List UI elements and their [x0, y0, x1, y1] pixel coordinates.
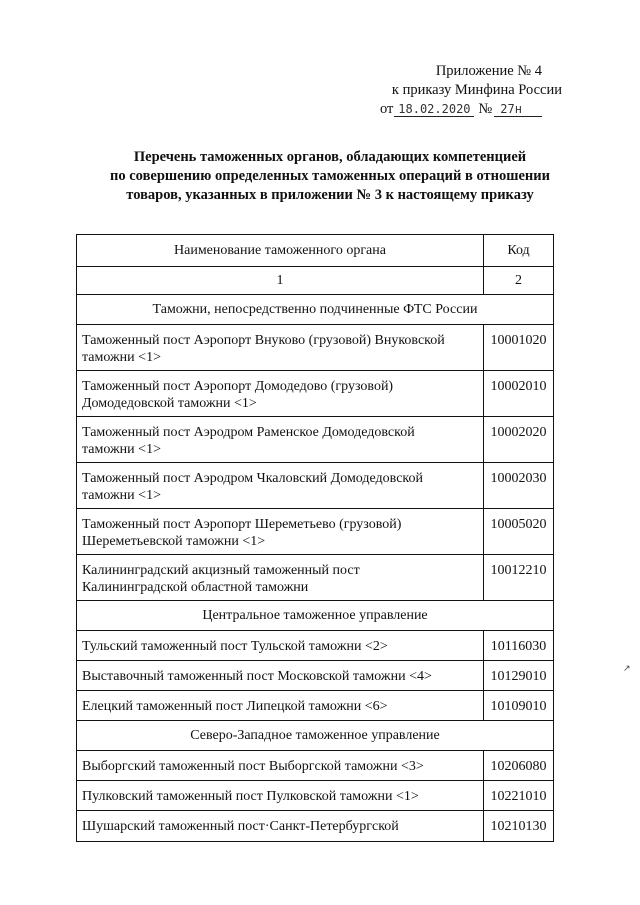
- title-line-2: по совершению определенных таможенных операций в отношении: [110, 168, 550, 184]
- customs-name-line: Таможенный пост Аэродром Чкаловский Домодедовской: [82, 471, 423, 486]
- title-line-1: Перечень таможенных органов, обладающих компетенцией: [133, 149, 527, 165]
- table-row: [77, 781, 554, 811]
- table-row: [77, 691, 554, 721]
- customs-name: [77, 509, 484, 555]
- customs-name: Выставочный таможенный пост Московской таможни <4>: [77, 661, 484, 691]
- table-row: [77, 325, 554, 371]
- customs-code: 10001020: [484, 325, 554, 371]
- header-name: Наименование таможенного органа: [77, 235, 484, 267]
- customs-code: 10002020: [484, 417, 554, 463]
- order-date: 18.02.2020: [394, 102, 474, 117]
- customs-name-line: Таможенный пост Аэропорт Шереметьево (грузовой): [82, 517, 402, 532]
- customs-name-line: Домодедовской таможни <1>: [82, 396, 257, 411]
- customs-name-line: таможни <1>: [82, 350, 161, 365]
- customs-name-line: Калининградский акцизный таможенный пост: [82, 563, 360, 578]
- table-row: [77, 371, 554, 417]
- customs-name-line: Калининградской областной таможни: [82, 580, 309, 595]
- customs-code: 10109010: [484, 691, 554, 721]
- customs-name: [77, 555, 484, 601]
- customs-name-line: таможни <1>: [82, 488, 161, 503]
- table-row: [77, 555, 554, 601]
- customs-table: [76, 234, 554, 842]
- customs-name: [77, 417, 484, 463]
- customs-code: 10129010: [484, 661, 554, 691]
- customs-code: 10210130: [484, 811, 554, 842]
- table-row: [77, 811, 554, 842]
- customs-name-line: таможни <1>: [82, 442, 161, 457]
- document-title: [60, 148, 600, 205]
- customs-name-line: Таможенный пост Аэродром Раменское Домодедовской: [82, 425, 415, 440]
- customs-code: 10002010: [484, 371, 554, 417]
- customs-name: Шушарский таможенный пост·Санкт-Петербургской: [77, 811, 484, 842]
- table-row: [77, 417, 554, 463]
- customs-code: 10005020: [484, 509, 554, 555]
- customs-name: Выборгский таможенный пост Выборгской таможни <3>: [77, 751, 484, 781]
- group-title-fts: Таможни, непосредственно подчиненные ФТС России: [77, 295, 554, 325]
- appendix-order-ref: к приказу Минфина России: [391, 82, 562, 98]
- customs-name-line: Таможенный пост Аэропорт Домодедово (грузовой): [82, 379, 394, 394]
- appendix-title: Приложение № 4: [435, 63, 542, 79]
- column-number-code: 2: [484, 267, 554, 295]
- column-number-name: 1: [77, 267, 484, 295]
- customs-name: Тульский таможенный пост Тульской таможни <2>: [77, 631, 484, 661]
- customs-code: 10002030: [484, 463, 554, 509]
- group-title-central: Центральное таможенное управление: [77, 601, 554, 631]
- customs-name: [77, 463, 484, 509]
- customs-code: 10116030: [484, 631, 554, 661]
- table-row: [77, 661, 554, 691]
- table-row: [77, 509, 554, 555]
- margin-mark: ↗: [623, 664, 631, 674]
- appendix-date-line: [376, 100, 576, 119]
- customs-name: [77, 325, 484, 371]
- title-line-3: товаров, указанных в приложении № 3 к настоящему приказу: [126, 187, 534, 203]
- customs-name: Елецкий таможенный пост Липецкой таможни <6>: [77, 691, 484, 721]
- group-row: [77, 295, 554, 325]
- customs-code: 10221010: [484, 781, 554, 811]
- appendix-block: [376, 62, 576, 119]
- table-header-row: [77, 235, 554, 267]
- table-row: [77, 751, 554, 781]
- number-label: №: [478, 101, 493, 117]
- customs-code: 10206080: [484, 751, 554, 781]
- customs-name-line: Шереметьевской таможни <1>: [82, 534, 266, 549]
- order-number: 27н: [494, 102, 542, 117]
- column-number-row: [77, 267, 554, 295]
- table-row: [77, 631, 554, 661]
- customs-name-line: Таможенный пост Аэропорт Внуково (грузовой) Внуковской: [82, 333, 445, 348]
- date-prefix: от: [380, 101, 394, 117]
- group-row: [77, 601, 554, 631]
- table-row: [77, 463, 554, 509]
- customs-name: [77, 371, 484, 417]
- customs-code: 10012210: [484, 555, 554, 601]
- group-title-northwest: Северо-Западное таможенное управление: [77, 721, 554, 751]
- group-row: [77, 721, 554, 751]
- header-code: Код: [484, 235, 554, 267]
- customs-name: Пулковский таможенный пост Пулковской таможни <1>: [77, 781, 484, 811]
